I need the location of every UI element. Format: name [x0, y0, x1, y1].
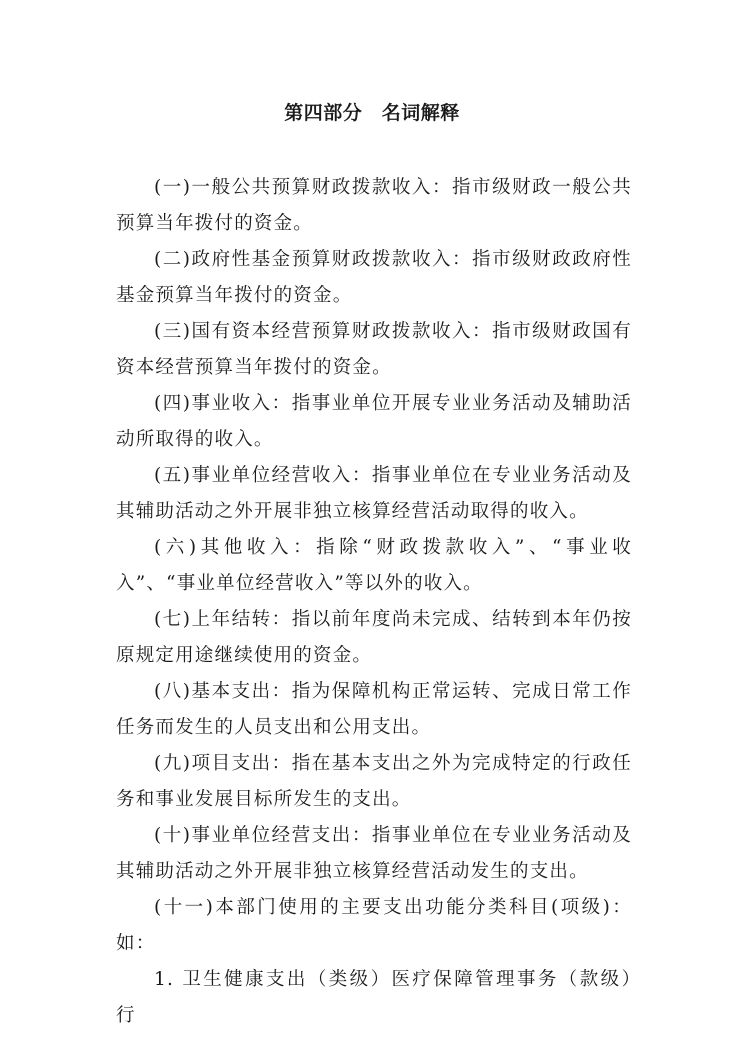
paragraph-operating-income: (五)事业单位经营收入：指事业单位在专业业务活动及其辅助活动之外开展非独立核算经营活动取得的收入。	[116, 465, 632, 522]
paragraph-carryover: (七)上年结转：指以前年度尚未完成、结转到本年仍按原规定用途继续使用的资金。	[116, 609, 632, 666]
paragraph-business-income: (四)事业收入：指事业单位开展专业业务活动及辅助活动所取得的收入。	[116, 393, 632, 450]
paragraph-government-fund-income: (二)政府性基金预算财政拨款收入：指市级财政政府性基金预算当年拨付的资金。	[116, 249, 632, 306]
paragraph-project-expenditure: (九)项目支出：指在基本支出之外为完成特定的行政任务和事业发展目标所发生的支出。	[116, 753, 632, 810]
paragraph-health-expenditure-item: 1. 卫生健康支出（类级）医疗保障管理事务（款级） 行	[116, 969, 652, 1026]
page-title: 第四部分 名词解释	[284, 102, 460, 124]
paragraph-other-income: (六)其他收入：指除“财政拨款收入”、“事业收入”、“事业单位经营收入”等以外的收入。	[116, 537, 632, 594]
paragraph-functional-classification: (十一)本部门使用的主要支出功能分类科目(项级)：如：	[116, 897, 632, 954]
document-body	[116, 170, 652, 1034]
paragraph-state-capital-income: (三)国有资本经营预算财政拨款收入：指市级财政国有资本经营预算当年拨付的资金。	[116, 321, 632, 378]
paragraph-operating-expenditure: (十)事业单位经营支出：指事业单位在专业业务活动及其辅助活动之外开展非独立核算经营活动发生的支出。	[116, 825, 632, 882]
paragraph-basic-expenditure: (八)基本支出：指为保障机构正常运转、完成日常工作任务而发生的人员支出和公用支出。	[116, 681, 632, 738]
paragraph-general-budget-income: (一)一般公共预算财政拨款收入：指市级财政一般公共预算当年拨付的资金。	[116, 177, 632, 234]
